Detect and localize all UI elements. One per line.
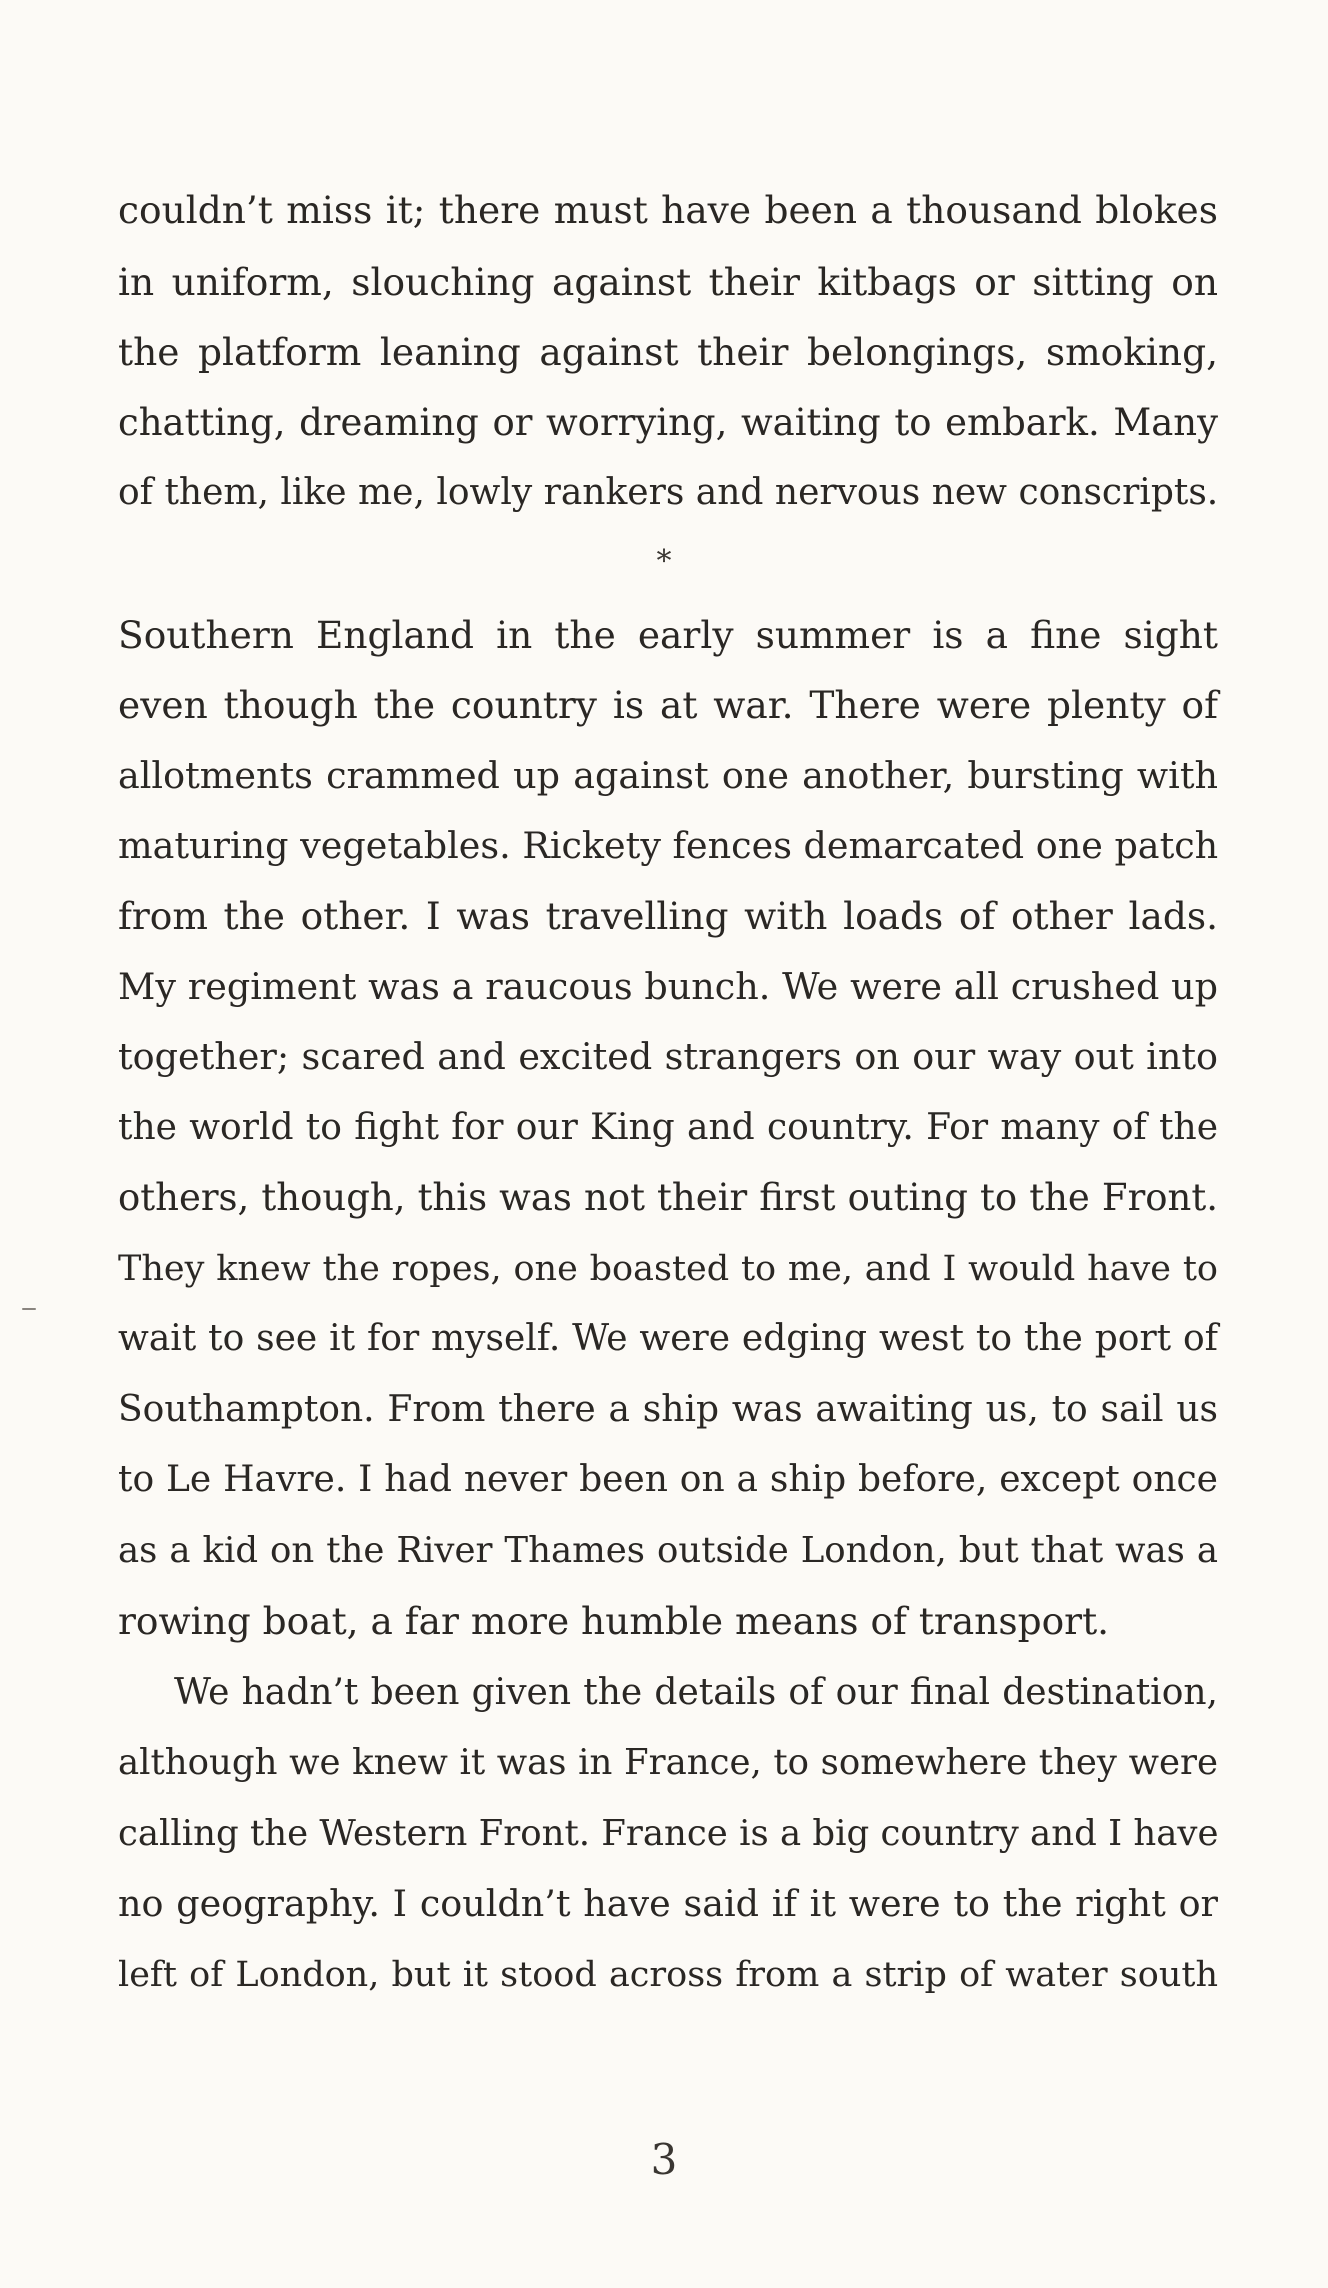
text-line: to Le Havre. I had never been on a ship before, except once [118, 1459, 1218, 1500]
text-line: although we knew it was in France, to somewhere they were [118, 1742, 1218, 1783]
text-line: the world to fight for our King and country. For many of the [118, 1107, 1218, 1148]
text-line: others, though, this was not their first outing to the Front. [118, 1176, 1218, 1219]
page-number: 3 [650, 2135, 678, 2184]
margin-mark [22, 1308, 36, 1310]
text-line: together; scared and excited strangers on our way out into [118, 1035, 1218, 1078]
text-line: Southampton. From there a ship was awaiting us, to sail us [118, 1389, 1218, 1430]
text-line: wait to see it for myself. We were edging west to the port of [118, 1318, 1218, 1359]
text-line: We hadn’t been given the details of our final destination, [174, 1672, 1218, 1713]
text-line: no geography. I couldn’t have said if it were to the right or [118, 1882, 1218, 1925]
text-line: of them, like me, lowly rankers and nervous new conscripts. [118, 472, 1219, 513]
text-line: Southern England in the early summer is a fine sight [118, 613, 1218, 657]
text-line: calling the Western Front. France is a big country and I have [118, 1813, 1219, 1854]
section-break: * [656, 544, 672, 579]
text-line: They knew the ropes, one boasted to me, and I would have to [118, 1249, 1218, 1289]
text-line: from the other. I was travelling with loads of other lads. [118, 894, 1218, 938]
text-line: even though the country is at war. There were plenty of [118, 683, 1218, 727]
text-line: the platform leaning against their belongings, smoking, [118, 330, 1218, 374]
text-line: left of London, but it stood across from a strip of water south [118, 1955, 1218, 1995]
text-line: couldn’t miss it; there must have been a thousand blokes [118, 188, 1218, 232]
text-line: allotments crammed up against one another, bursting with [118, 754, 1218, 797]
text-line: maturing vegetables. Rickety fences demarcated one patch [118, 824, 1219, 867]
text-line: rowing boat, a far more humble means of transport. [118, 1599, 1110, 1643]
text-line: in uniform, slouching against their kitbags or sitting on [118, 260, 1218, 304]
text-line: chatting, dreaming or worrying, waiting to embark. Many [118, 401, 1218, 444]
text-line: as a kid on the River Thames outside London, but that was a [118, 1530, 1218, 1571]
text-line: My regiment was a raucous bunch. We were all crushed up [118, 965, 1218, 1008]
